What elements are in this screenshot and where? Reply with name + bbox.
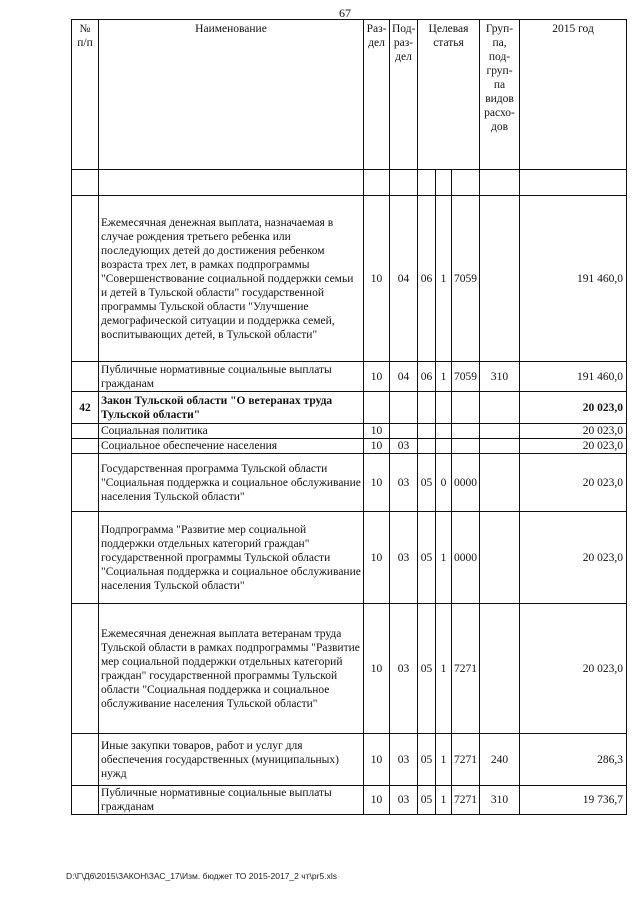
cell-amount: 20 023,0 — [520, 604, 627, 734]
header-razdel: Раз-дел — [364, 20, 390, 170]
cell-cs2 — [436, 424, 452, 439]
cell-podrazdel — [390, 392, 418, 424]
cell-name: Государственная программа Тульской области "Социальная поддержка и социальное обслуживание населения Тульской области" — [99, 454, 364, 512]
cell-cs1: 05 — [418, 512, 436, 604]
cell-cs2: 1 — [436, 512, 452, 604]
cell-razdel: 10 — [364, 786, 390, 815]
cell-cs2: 1 — [436, 734, 452, 786]
table-row — [72, 512, 627, 604]
cell-group — [480, 454, 520, 512]
cell-cs1: 05 — [418, 454, 436, 512]
cell-group — [480, 196, 520, 362]
cell-razdel — [364, 392, 390, 424]
cell-razdel: 10 — [364, 604, 390, 734]
cell-amount: 20 023,0 — [520, 392, 627, 424]
cell-name: Социальная политика — [99, 424, 364, 439]
cell-cs1: 05 — [418, 734, 436, 786]
cell-podrazdel: 03 — [390, 786, 418, 815]
header-name: Наименование — [99, 20, 364, 170]
cell-group — [480, 439, 520, 454]
cell-podrazdel: 03 — [390, 604, 418, 734]
cell-num — [72, 734, 99, 786]
cell-num — [72, 196, 99, 362]
cell-razdel: 10 — [364, 512, 390, 604]
table-row — [72, 196, 627, 362]
header-year: 2015 год — [520, 20, 627, 170]
page-number: 67 — [339, 6, 351, 20]
cell-cs1 — [418, 392, 436, 424]
cell-razdel: 10 — [364, 424, 390, 439]
cell-podrazdel: 04 — [390, 362, 418, 392]
budget-table — [71, 19, 627, 815]
cell-cs2 — [436, 439, 452, 454]
cell-name: Социальное обеспечение населения — [99, 439, 364, 454]
cell-amount: 20 023,0 — [520, 454, 627, 512]
cell-num — [72, 424, 99, 439]
file-path-footer: D:\Г\Д6\2015\ЗАКОН\ЗАС_17\Изм. бюджет ТО 2015-2017_2 чт\pr5.xls — [66, 871, 337, 881]
cell-group: 240 — [480, 734, 520, 786]
cell-razdel: 10 — [364, 454, 390, 512]
cell-podrazdel: 03 — [390, 734, 418, 786]
cell-razdel: 10 — [364, 362, 390, 392]
table-row — [72, 362, 627, 392]
cell-podrazdel: 04 — [390, 196, 418, 362]
cell-cs3: 7059 — [452, 362, 480, 392]
cell-num — [72, 362, 99, 392]
cell-cs3 — [452, 392, 480, 424]
cell-name: Ежемесячная денежная выплата, назначаемая в случае рождения третьего ребенка или последующих детей до достижения ребенком возраста трех лет, в рамках подпрограммы "Совершенствование социальной поддержки семьи и детей в Тульской области" государственной программы Тульской области "Улучшение демографической ситуации и поддержка семей, воспитывающих детей, в Тульской области" — [99, 196, 364, 362]
cell-cs2: 1 — [436, 786, 452, 815]
cell-cs2: 1 — [436, 604, 452, 734]
cell-group: 310 — [480, 786, 520, 815]
header-target: Целевая статья — [418, 20, 480, 170]
table-row — [72, 454, 627, 512]
table-row — [72, 604, 627, 734]
cell-num — [72, 512, 99, 604]
table-row-gap — [72, 170, 627, 196]
table-row — [72, 424, 627, 439]
cell-cs1 — [418, 439, 436, 454]
cell-num: 42 — [72, 392, 99, 424]
cell-name: Подпрограмма "Развитие мер социальной поддержки отдельных категорий граждан" государственной программы Тульской области "Социальная поддержка и социальное обслуживание населения Тульской области" — [99, 512, 364, 604]
cell-name: Закон Тульской области "О ветеранах труда Тульской области" — [99, 392, 364, 424]
cell-razdel: 10 — [364, 734, 390, 786]
cell-cs1: 05 — [418, 604, 436, 734]
cell-num — [72, 439, 99, 454]
table-row — [72, 734, 627, 786]
cell-num — [72, 454, 99, 512]
cell-cs3: 7271 — [452, 734, 480, 786]
cell-num — [72, 604, 99, 734]
cell-amount: 20 023,0 — [520, 439, 627, 454]
cell-podrazdel: 03 — [390, 454, 418, 512]
cell-cs2: 0 — [436, 454, 452, 512]
cell-amount: 286,3 — [520, 734, 627, 786]
table-row — [72, 392, 627, 424]
cell-cs1: 06 — [418, 362, 436, 392]
cell-cs3: 0000 — [452, 512, 480, 604]
cell-cs3: 7271 — [452, 786, 480, 815]
cell-cs2: 1 — [436, 196, 452, 362]
cell-cs1 — [418, 424, 436, 439]
cell-podrazdel — [390, 424, 418, 439]
cell-podrazdel: 03 — [390, 512, 418, 604]
cell-group — [480, 424, 520, 439]
cell-amount: 20 023,0 — [520, 424, 627, 439]
cell-amount: 19 736,7 — [520, 786, 627, 815]
header-num: № п/п — [72, 20, 99, 170]
cell-cs1: 06 — [418, 196, 436, 362]
cell-name: Иные закупки товаров, работ и услуг для обеспечения государственных (муниципальных) нужд — [99, 734, 364, 786]
cell-cs3: 7059 — [452, 196, 480, 362]
header-group: Груп-па, под-груп-па видов расхо-дов — [480, 20, 520, 170]
cell-num — [72, 786, 99, 815]
cell-cs2: 1 — [436, 362, 452, 392]
header-podrazdel: Под-раз-дел — [390, 20, 418, 170]
cell-amount: 191 460,0 — [520, 196, 627, 362]
cell-cs3 — [452, 424, 480, 439]
cell-razdel: 10 — [364, 439, 390, 454]
cell-name: Ежемесячная денежная выплата ветеранам труда Тульской области в рамках подпрограммы "Развитие мер социальной поддержки отдельных категорий граждан" государственной программы Тульской области "Социальная поддержка и социальное обслуживание населения Тульской области" — [99, 604, 364, 734]
cell-amount: 20 023,0 — [520, 512, 627, 604]
table-header — [72, 20, 627, 170]
cell-cs2 — [436, 392, 452, 424]
cell-group — [480, 604, 520, 734]
cell-cs1: 05 — [418, 786, 436, 815]
cell-group — [480, 512, 520, 604]
table-row — [72, 786, 627, 815]
cell-group: 310 — [480, 362, 520, 392]
cell-podrazdel: 03 — [390, 439, 418, 454]
cell-amount: 191 460,0 — [520, 362, 627, 392]
cell-razdel: 10 — [364, 196, 390, 362]
cell-cs3 — [452, 439, 480, 454]
cell-group — [480, 392, 520, 424]
cell-cs3: 7271 — [452, 604, 480, 734]
cell-name: Публичные нормативные социальные выплаты гражданам — [99, 362, 364, 392]
cell-cs3: 0000 — [452, 454, 480, 512]
cell-name: Публичные нормативные социальные выплаты гражданам — [99, 786, 364, 815]
table-row — [72, 439, 627, 454]
